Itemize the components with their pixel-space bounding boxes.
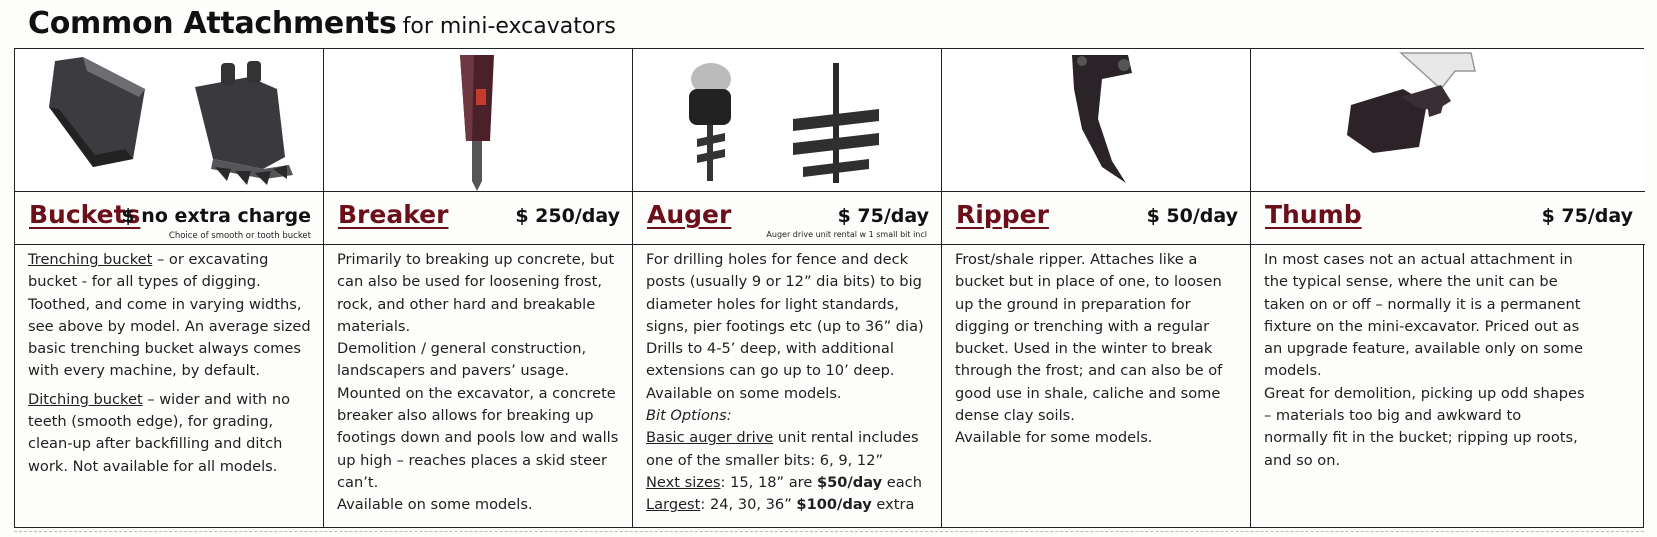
breaker-description: Primarily to breaking up concrete, but can also be used for loosening frost, rock, and other hard and breakable materials. Demolition / general construction, landscapers and pavers’ usage. Mounted on the excavator, a concrete breaker also allows for breaking up footings down and pools low and walls up high – reaches places a skid steer can’t. Available on some models. (337, 251, 619, 514)
column-buckets (15, 49, 324, 527)
ripper-header (942, 192, 1250, 245)
ripper-description: Frost/shale ripper. Attaches like a bucket but in place of one, to loosen up the ground in preparation for digging or trenching with a regular bucket. Used in the winter to break through the frost; and can also be of good use in shale, caliche and some dense clay soils. Available for some models. (955, 251, 1223, 447)
bucket-illustration-icon (15, 49, 324, 192)
thumb-illustration-icon (1251, 49, 1645, 192)
column-thumb (1251, 49, 1645, 527)
thumb-description: In most cases not an actual attachment in the typical sense, where the unit can be taken on or off – normally it is a permanent fixture on the mini-excavator. Priced out as an upgrade feature, available only on some models. Great for demolition, picking up odd shapes – materials too big and awkward to normally fit in the bucket; ripping up roots, and so on. (1264, 251, 1585, 469)
auger-name: Auger (647, 200, 732, 229)
thumb-image (1251, 49, 1645, 192)
thumb-price: $ 75/day (1541, 205, 1633, 227)
column-ripper (942, 49, 1251, 527)
trenching-bucket-link: Trenching bucket (28, 251, 153, 268)
buckets-note: Choice of smooth or tooth bucket (168, 231, 311, 241)
buckets-image (15, 49, 323, 192)
bit-options-label: Bit Options: (646, 407, 732, 425)
breaker-name: Breaker (338, 200, 449, 229)
auger-description: For drilling holes for fence and deck posts (usually 9 or 12” dia bits) to big diameter holes for light standards, signs, pier footings etc (up to 36” dia) Drills to 4-5’ deep, with additional extensions can go up to 10’ deep. Available on some models. Bit Options: Basic auger drive unit rental includes one of the smaller bits: 6, 9, 12” Next sizes: 15, 18” are $50/day each Largest: 24, 30, 36” $100/day extra (633, 245, 941, 527)
buckets-price: $ no extra charge (121, 205, 311, 227)
bottom-divider (14, 531, 1644, 532)
auger-note: Auger drive unit rental w 1 small bit incl (766, 230, 927, 239)
auger-image (633, 49, 941, 192)
ripper-image (942, 49, 1250, 192)
ripper-name: Ripper (956, 200, 1049, 229)
auger-header (633, 192, 941, 245)
largest-link: Largest (646, 496, 701, 514)
auger-price: $ 75/day (837, 205, 929, 227)
breaker-header (324, 192, 632, 245)
next-sizes-link: Next sizes (646, 473, 721, 491)
buckets-name: Buckets (29, 200, 141, 229)
page-subtitle: for mini-excavators (402, 14, 616, 39)
basic-auger-link: Basic auger drive (646, 429, 774, 447)
buckets-header (15, 192, 323, 245)
buckets-description: Trenching bucket – or excavating bucket - for all types of digging. Toothed, and come in varying widths, see above by model. An average sized basic trenching bucket always comes with every machine, by default. Ditching bucket – wider and with no teeth (smooth edge), for grading, clean-up after backfilling and ditch work. Not available for all models. (28, 251, 311, 475)
thumb-name: Thumb (1265, 200, 1362, 229)
column-auger (633, 49, 942, 527)
page-title: Common Attachments for mini-excavators (28, 6, 616, 41)
attachments-table (14, 48, 1644, 528)
thumb-header (1251, 192, 1645, 245)
breaker-illustration-icon (324, 49, 633, 192)
next-sizes-price: $50/day (816, 473, 883, 491)
ditching-bucket-link: Ditching bucket (28, 390, 143, 408)
auger-main-text: For drilling holes for fence and deck posts (usually 9 or 12” dia bits) to big diameter holes for light standards, signs, pier footings etc (up to 36” dia) Drills to 4-5’ deep, with additional extensions can go up to 10’ deep. Available on some models. (646, 251, 924, 402)
ripper-illustration-icon (942, 49, 1251, 192)
breaker-image (324, 49, 632, 192)
breaker-price: $ 250/day (515, 205, 620, 227)
ripper-price: $ 50/day (1146, 205, 1238, 227)
column-breaker (324, 49, 633, 527)
largest-price: $100/day (796, 496, 872, 514)
auger-illustration-icon (633, 49, 942, 192)
